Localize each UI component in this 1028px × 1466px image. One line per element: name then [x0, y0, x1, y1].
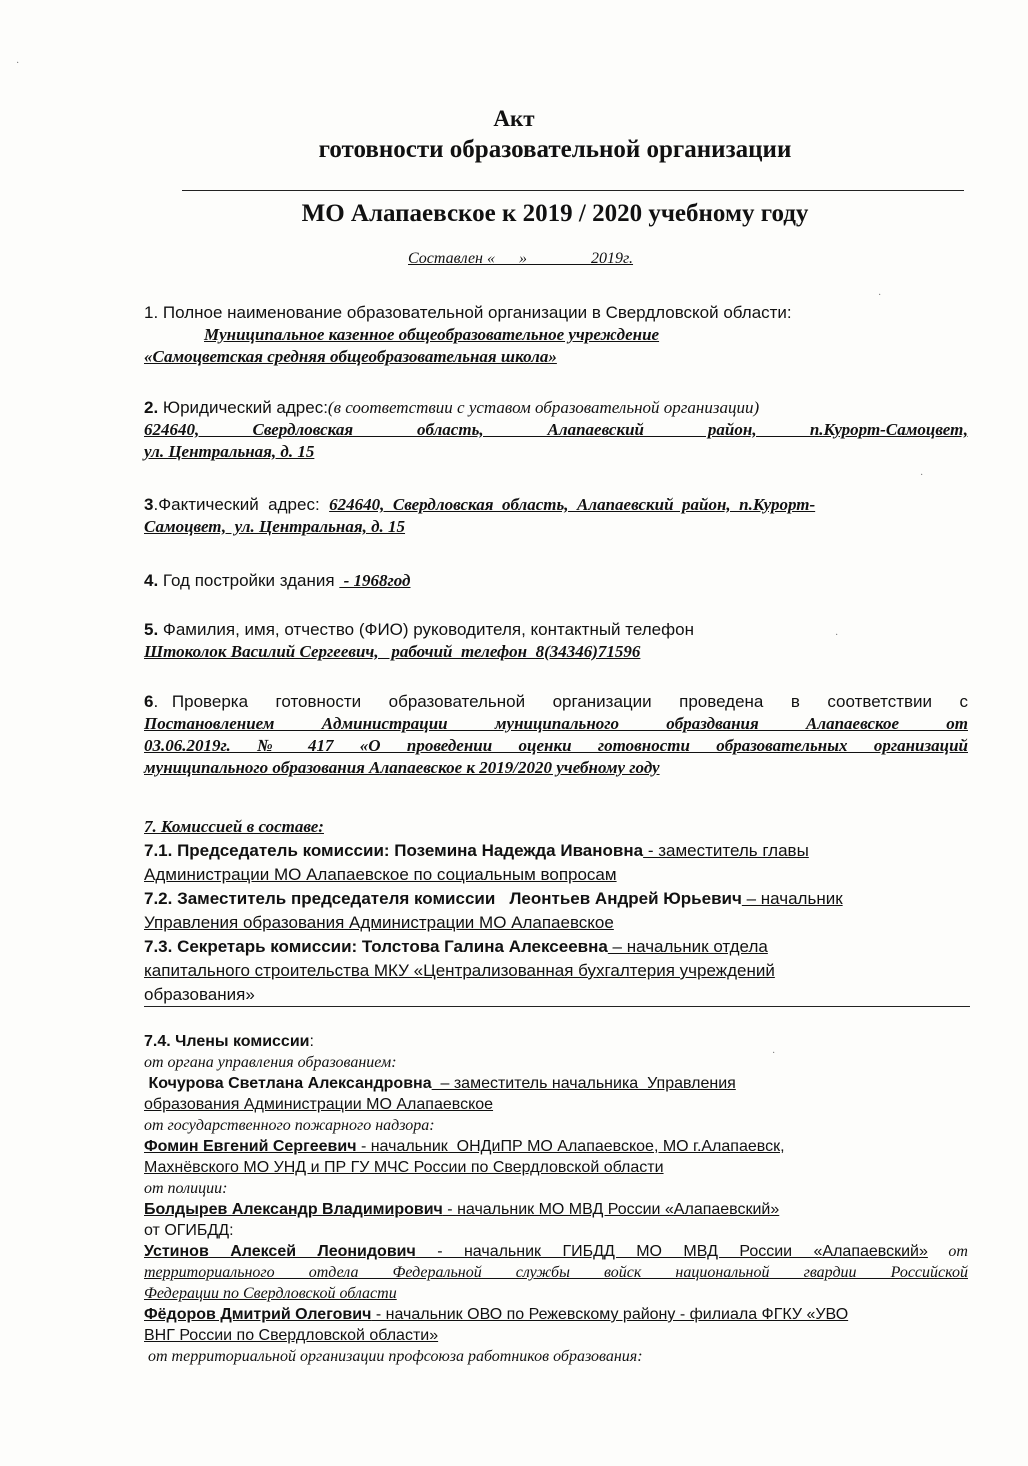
member-3-name: Болдырев Александр Владимирович	[144, 1201, 443, 1218]
secretary-desc-line3: образования»	[144, 985, 255, 1004]
deputy-desc-line2: Управления образования Администрации МО Алапаевское	[144, 913, 614, 932]
item-6	[144, 691, 968, 779]
item-3-value-line1: 624640, Свердловская область, Алапаевский район, п.Курорт-	[329, 495, 816, 514]
title-rule	[182, 190, 964, 191]
item-3-label: .Фактический адрес:	[153, 495, 330, 514]
item-4-num: 4.	[144, 571, 159, 590]
secretary-label: 7.3. Секретарь комиссии: Толстова Галина Алексеевна	[144, 937, 608, 956]
item-4-label: Год постройки здания	[158, 571, 340, 590]
member-4-desc: - начальник ГИБДД МО МВД России «Алапаевский»	[415, 1243, 928, 1260]
members-heading-suffix: :	[309, 1033, 314, 1050]
item-2-note: (в соответствии с уставом образовательной организации)	[327, 398, 760, 417]
member-3-from: от полиции:	[144, 1180, 228, 1197]
item-6-label: . Проверка готовности образовательной организации проведена в соответствии с	[153, 692, 968, 711]
chair-desc-line1: - заместитель главы	[643, 841, 809, 860]
compiled-date: Составлен « » 2019г.	[408, 250, 634, 267]
item-2-value-line2: ул. Центральная, д. 15	[144, 442, 315, 461]
member-1-desc-line1: – заместитель начальника Управления	[431, 1075, 736, 1092]
item-6-num: 6	[144, 692, 154, 711]
member-2-name: Фомин Евгений Сергеевич	[144, 1138, 357, 1155]
org-period: МО Алапаевское к 2019 / 2020 учебному году	[301, 200, 809, 227]
scan-speck: ·	[878, 290, 882, 301]
member-6-from: от территориальной организации профсоюза работников образования:	[144, 1348, 643, 1365]
item-3-value-line2: Самоцвет, ул. Центральная, д. 15	[144, 517, 406, 536]
document-subtitle: готовности образовательной организации	[318, 136, 792, 163]
item-4	[144, 570, 968, 592]
item-2	[144, 397, 968, 463]
commission-section	[144, 815, 968, 1007]
member-5-name: Фёдоров Дмитрий Олегович	[144, 1306, 372, 1323]
document-title: Акт	[493, 106, 535, 131]
commission-rule	[144, 1006, 970, 1007]
chair-desc-line2: Администрации МО Алапаевское по социальным вопросам	[144, 865, 617, 884]
item-3-num: 3	[144, 495, 154, 514]
secretary-desc-line1: – начальник отдела	[607, 937, 768, 956]
member-5-org-line1: территориального отдела Федеральной службы войск национальной гвардии Российской	[144, 1264, 968, 1281]
item-5-label: Фамилия, имя, отчество (ФИО) руководителя, контактный телефон	[158, 620, 694, 639]
members-heading: 7.4. Члены комиссии	[144, 1033, 310, 1050]
member-1-desc-line2: образования Администрации МО Алапаевское	[144, 1096, 494, 1113]
item-5-value: Штоколок Василий Сергеевич, рабочий телефон 8(34346)71596	[144, 642, 641, 661]
member-2-from: от государственного пожарного надзора:	[144, 1117, 435, 1134]
item-6-value-line2: 03.06.2019г. № 417 «О проведении оценки готовности образовательных организаций	[144, 736, 968, 755]
deputy-label: 7.2. Заместитель председателя комиссии Леонтьев Андрей Юрьевич	[144, 889, 742, 908]
item-2-num: 2.	[144, 398, 159, 417]
member-4-tail: от	[927, 1243, 968, 1260]
member-5-desc-line2: ВНГ России по Свердловской области»	[144, 1327, 439, 1344]
commission-heading: 7. Комиссией в составе:	[144, 817, 324, 836]
item-2-value-line1: 624640, Свердловская область, Алапаевский район, п.Курорт-Самоцвет,	[144, 420, 968, 439]
scan-speck: ·	[920, 470, 924, 481]
item-2-label: Юридический адрес:	[158, 398, 328, 417]
secretary-desc-line2: капитального строительства МКУ «Централизованная бухгалтерия учреждений	[144, 961, 775, 980]
item-6-value-line1: Постановлением Администрации муниципального образдвания Алапаевское от	[144, 714, 968, 733]
chair-label: 7.1. Председатель комиссии: Поземина Надежда Ивановна	[144, 841, 644, 860]
item-4-value: - 1968год	[339, 571, 411, 590]
member-5-desc-line1: - начальник ОВО по Режевскому району - филиала ФГКУ «УВО	[371, 1306, 849, 1323]
item-1-label: . Полное наименование образовательной организации в Свердловской области:	[153, 303, 792, 322]
scan-speck: ·	[772, 1048, 776, 1059]
members-section	[144, 1031, 968, 1367]
member-2-desc-line1: - начальник ОНДиПР МО Алапаевское, МО г.Алапаевск,	[356, 1138, 785, 1155]
item-1-value-line1: Муниципальное казенное общеобразовательное учреждение	[204, 325, 660, 344]
item-1-value-line2: «Самоцветская средняя общеобразовательная школа»	[144, 347, 557, 366]
member-1-name: Кочурова Светлана Александровна	[144, 1075, 432, 1092]
scan-speck: ·	[16, 58, 20, 69]
scan-speck: ·	[835, 630, 839, 641]
member-3-desc: - начальник МО МВД России «Алапаевский»	[442, 1201, 780, 1218]
member-5-org-line2: Федерации по Свердловской области	[144, 1285, 397, 1302]
member-4-from: от ОГИБДД:	[144, 1222, 234, 1239]
item-5-num: 5.	[144, 620, 159, 639]
item-3	[144, 494, 968, 538]
item-1	[144, 302, 968, 368]
item-6-value-line3: муниципального образования Алапаевское к 2019/2020 учебному году	[144, 758, 660, 777]
member-2-desc-line2: Махнёвского МО УНД и ПР ГУ МЧС России по Свердловской области	[144, 1159, 664, 1176]
member-1-from: от органа управления образованием:	[144, 1054, 397, 1071]
item-1-num: 1	[144, 303, 154, 322]
deputy-desc-line1: – начальник	[741, 889, 843, 908]
item-5	[144, 619, 968, 663]
member-4-name: Устинов Алексей Леонидович	[144, 1243, 416, 1260]
